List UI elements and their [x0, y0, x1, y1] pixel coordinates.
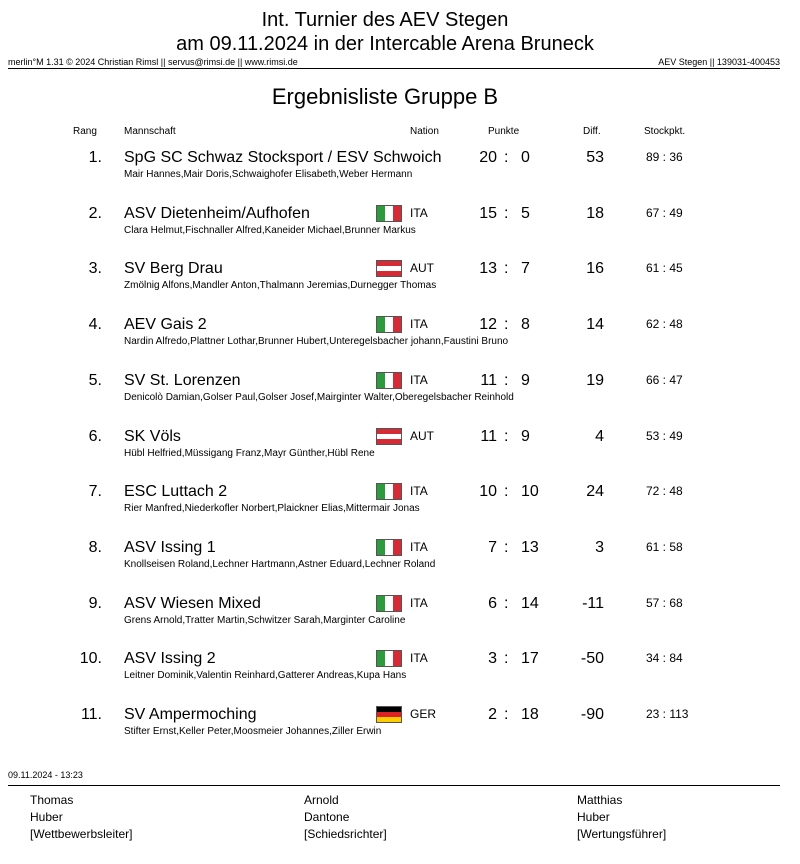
result-points-for: 20 [479, 149, 497, 166]
result-row [0, 204, 800, 254]
result-points-separator: : [504, 260, 509, 277]
result-players: Hübl Helfried,Müssigang Franz,Mayr Günther,Hübl Rene [124, 448, 375, 459]
result-players: Rier Manfred,Niederkofler Norbert,Plaickner Elias,Mittermair Jonas [124, 503, 420, 514]
result-points-for: 12 [479, 316, 497, 333]
result-points-against: 8 [521, 316, 530, 333]
result-points-against: 18 [521, 706, 539, 723]
result-team-name: ESC Luttach 2 [124, 483, 228, 500]
result-rank: 9. [88, 595, 102, 612]
result-points-separator: : [504, 372, 509, 389]
result-stock-points: 57 : 68 [646, 596, 683, 610]
flag-ger-icon [376, 706, 402, 723]
result-players: Nardin Alfredo,Plattner Lothar,Brunner Hubert,Unteregelsbacher johann,Faustini Bruno [124, 336, 509, 347]
result-points-for: 15 [479, 205, 497, 222]
result-team-name: SV Berg Drau [124, 260, 223, 277]
result-difference: 3 [595, 539, 604, 556]
result-points-separator: : [504, 428, 509, 445]
result-stock-points: 61 : 58 [646, 540, 683, 554]
flag-ita-icon [376, 539, 402, 556]
result-points-for: 7 [488, 539, 497, 556]
result-nation: ITA [410, 596, 428, 610]
result-team-name: SV St. Lorenzen [124, 372, 241, 389]
result-points-against: 0 [521, 149, 530, 166]
result-difference: -90 [580, 706, 604, 723]
signature-role: [Schiedsrichter] [304, 827, 387, 841]
result-stock-points: 34 : 84 [646, 651, 683, 665]
result-stock-points: 53 : 49 [646, 429, 683, 443]
footer-divider [8, 785, 780, 786]
signature-first-name: Matthias [577, 793, 623, 807]
result-rank: 6. [88, 428, 102, 445]
result-stock-points: 72 : 48 [646, 484, 683, 498]
result-nation: ITA [410, 651, 428, 665]
print-timestamp: 09.11.2024 - 13:23 [8, 770, 83, 780]
result-difference: 24 [586, 483, 604, 500]
result-nation: ITA [410, 373, 428, 387]
result-points-against: 9 [521, 372, 530, 389]
software-credit: merlin°M 1.31 © 2024 Christian Rimsl || servus@rimsi.de || www.rimsi.de [8, 57, 298, 67]
result-players: Mair Hannes,Mair Doris,Schwaighofer Elisabeth,Weber Hermann [124, 169, 413, 180]
column-header-difference: Diff. [583, 126, 601, 137]
flag-ita-icon [376, 483, 402, 500]
signature-last-name: Dantone [304, 810, 350, 824]
result-row [0, 427, 800, 477]
column-header-rank: Rang [73, 126, 97, 137]
result-rank: 11. [80, 706, 102, 723]
result-points-separator: : [504, 149, 509, 166]
result-nation: ITA [410, 540, 428, 554]
document-title-date-venue: am 09.11.2024 in der Intercable Arena Bruneck [176, 33, 594, 55]
result-players: Denicolò Damian,Golser Paul,Golser Josef,Mairginter Walter,Oberegelsbacher Reinhold [124, 392, 514, 403]
flag-ita-icon [376, 595, 402, 612]
signature-last-name: Huber [30, 810, 63, 824]
result-points-against: 7 [521, 260, 530, 277]
organizer-id: AEV Stegen || 139031-400453 [658, 57, 780, 67]
result-nation: ITA [410, 206, 428, 220]
result-stock-points: 67 : 49 [646, 206, 683, 220]
result-team-name: ASV Dietenheim/Aufhofen [124, 205, 310, 222]
result-team-name: SV Ampermoching [124, 706, 257, 723]
result-points-for: 6 [488, 595, 497, 612]
result-points-for: 11 [480, 372, 497, 389]
result-difference: 16 [586, 260, 604, 277]
result-points-separator: : [504, 650, 509, 667]
result-difference: 14 [586, 316, 604, 333]
result-team-name: ASV Issing 1 [124, 539, 216, 556]
signature-block-referee [304, 792, 387, 843]
result-row [0, 315, 800, 365]
result-rank: 4. [88, 316, 102, 333]
column-header-nation: Nation [410, 126, 439, 137]
result-points-against: 14 [521, 595, 539, 612]
result-difference: 19 [586, 372, 604, 389]
result-stock-points: 89 : 36 [646, 150, 683, 164]
result-nation: ITA [410, 484, 428, 498]
result-nation: AUT [410, 429, 434, 443]
document-title: Int. Turnier des AEV Stegen [261, 9, 509, 31]
result-players: Knollseisen Roland,Lechner Hartmann,Astner Eduard,Lechner Roland [124, 559, 436, 570]
result-points-for: 11 [480, 428, 497, 445]
result-row [0, 259, 800, 309]
result-points-separator: : [504, 595, 509, 612]
result-rank: 2. [88, 205, 102, 222]
result-rank: 10. [79, 650, 102, 667]
result-team-name: SpG SC Schwaz Stocksport / ESV Schwoich [124, 149, 442, 166]
result-stock-points: 66 : 47 [646, 373, 683, 387]
result-points-separator: : [504, 706, 509, 723]
signature-role: [Wettbewerbsleiter] [30, 827, 133, 841]
result-row [0, 594, 800, 644]
result-players: Grens Arnold,Tratter Martin,Schwitzer Sarah,Marginter Caroline [124, 615, 406, 626]
result-points-against: 13 [521, 539, 539, 556]
flag-aut-icon [376, 428, 402, 445]
result-players: Zmölnig Alfons,Mandler Anton,Thalmann Jeremias,Durnegger Thomas [124, 280, 437, 291]
result-rank: 1. [88, 149, 102, 166]
result-row [0, 482, 800, 532]
result-points-against: 10 [521, 483, 539, 500]
result-team-name: AEV Gais 2 [124, 316, 207, 333]
result-difference: -50 [580, 650, 604, 667]
column-header-stock-points: Stockpkt. [644, 126, 686, 137]
result-row [0, 148, 800, 198]
result-points-for: 3 [488, 650, 497, 667]
column-header-team: Mannschaft [124, 126, 176, 137]
signature-first-name: Thomas [30, 793, 74, 807]
flag-ita-icon [376, 205, 402, 222]
result-row [0, 705, 800, 755]
result-rank: 7. [88, 483, 102, 500]
signature-first-name: Arnold [304, 793, 339, 807]
signature-block-scorekeeper [577, 792, 666, 843]
signature-block-competition-director [30, 792, 133, 843]
flag-ita-icon [376, 372, 402, 389]
result-team-name: SK Völs [124, 428, 181, 445]
result-stock-points: 62 : 48 [646, 317, 683, 331]
result-rank: 5. [88, 372, 102, 389]
result-difference: -11 [582, 595, 604, 612]
header-divider [8, 68, 780, 69]
result-points-for: 13 [479, 260, 497, 277]
result-points-against: 9 [521, 428, 530, 445]
result-nation: GER [410, 707, 437, 721]
result-players: Clara Helmut,Fischnaller Alfred,Kaneider Michael,Brunner Markus [124, 225, 416, 236]
result-difference: 53 [586, 149, 604, 166]
result-stock-points: 23 : 113 [646, 707, 689, 721]
column-header-points: Punkte [488, 126, 520, 137]
flag-ita-icon [376, 316, 402, 333]
signature-last-name: Huber [577, 810, 610, 824]
flag-aut-icon [376, 260, 402, 277]
result-points-separator: : [504, 539, 509, 556]
signature-role: [Wertungsführer] [577, 827, 667, 841]
result-points-against: 17 [521, 650, 539, 667]
result-points-against: 5 [521, 205, 530, 222]
result-row [0, 538, 800, 588]
result-team-name: ASV Wiesen Mixed [124, 595, 261, 612]
result-points-for: 2 [488, 706, 497, 723]
result-nation: ITA [410, 317, 428, 331]
flag-ita-icon [376, 650, 402, 667]
result-difference: 4 [595, 428, 604, 445]
result-players: Stifter Ernst,Keller Peter,Moosmeier Johannes,Ziller Erwin [124, 726, 382, 737]
result-stock-points: 61 : 45 [646, 261, 683, 275]
result-players: Leitner Dominik,Valentin Reinhard,Gatterer Andreas,Kupa Hans [124, 670, 407, 681]
result-difference: 18 [586, 205, 604, 222]
result-points-for: 10 [479, 483, 497, 500]
result-row [0, 371, 800, 421]
result-points-separator: : [504, 316, 509, 333]
result-row [0, 649, 800, 699]
result-points-separator: : [504, 205, 509, 222]
list-heading: Ergebnisliste Gruppe B [271, 84, 499, 109]
result-rank: 8. [88, 539, 102, 556]
result-nation: AUT [410, 261, 434, 275]
result-team-name: ASV Issing 2 [124, 650, 216, 667]
result-rank: 3. [88, 260, 102, 277]
result-points-separator: : [504, 483, 509, 500]
